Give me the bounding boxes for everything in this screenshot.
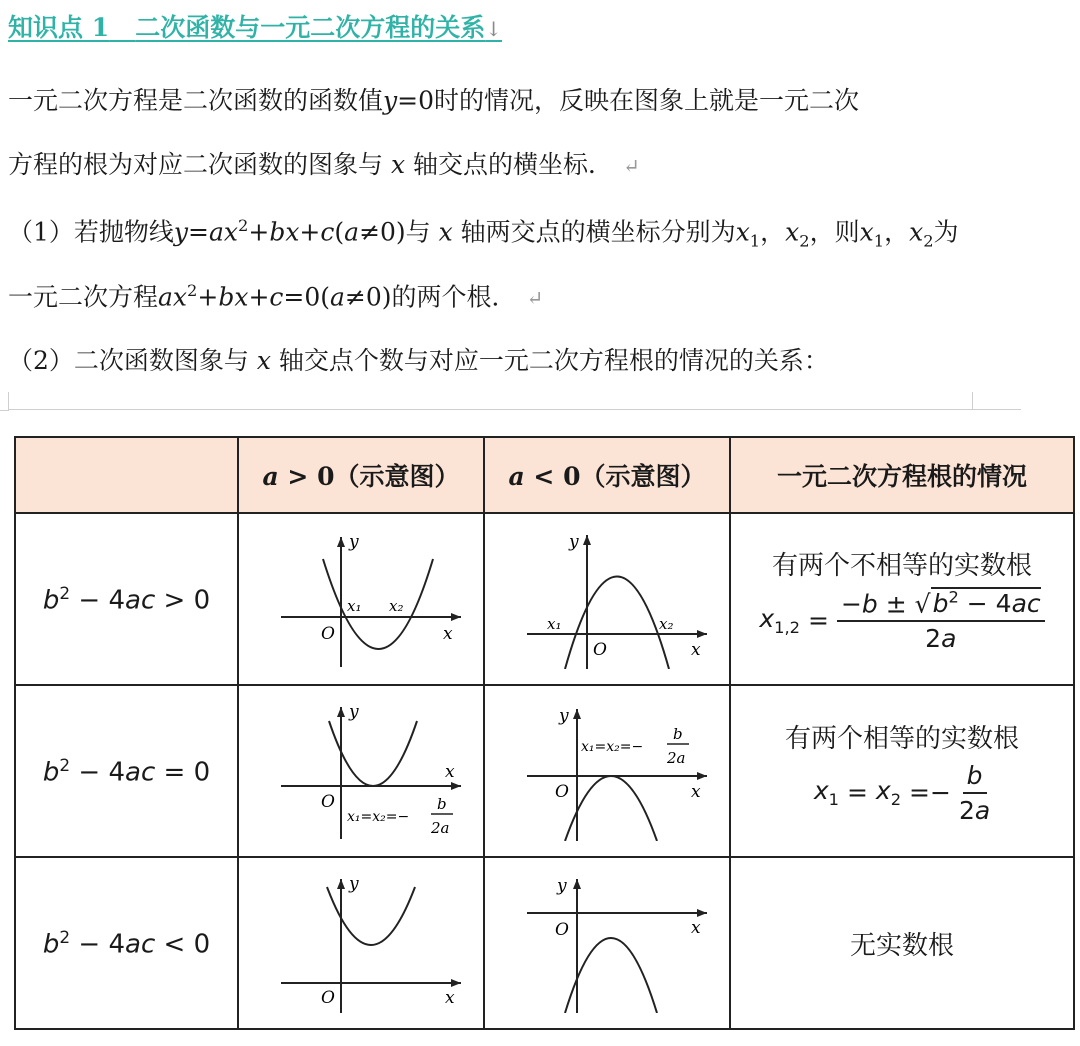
paragraph-1: 一元二次方程是二次函数的函数值y=0时的情况，反映在图象上就是一元二次	[8, 86, 859, 115]
svg-text:x₁=x₂=−: x₁=x₂=−	[347, 809, 410, 825]
heading-title: 二次函数与一元二次方程的关系	[135, 13, 486, 42]
svg-text:x: x	[691, 640, 701, 660]
graph-cell	[484, 513, 730, 685]
svg-text:x: x	[445, 988, 455, 1008]
svg-text:x: x	[443, 624, 453, 644]
svg-text:y: y	[559, 706, 569, 726]
table-row	[15, 857, 1074, 1029]
svg-text:x₁=x₂=−: x₁=x₂=−	[581, 739, 644, 755]
roots-cell	[730, 685, 1074, 857]
paragraph-4: 一元二次方程$ax^2+bx+c=0(a\ne 0)$的两个根． ↵	[8, 281, 544, 312]
quadratic-formula: $x_{1,2}$ = $\frac{-b \pm √b^2 - 4ac}{2a}$	[759, 588, 1044, 653]
svg-text:2a: 2a	[667, 749, 686, 767]
svg-text:x: x	[691, 782, 701, 802]
condition-cell: $b^2 - 4ac > 0$	[15, 513, 238, 685]
paragraph-5: （2）二次函数图象与 x 轴交点个数与对应一元二次方程根的情况的关系：	[8, 346, 829, 375]
svg-text:y: y	[349, 532, 359, 552]
graph-downward-double-root	[507, 701, 707, 841]
roots-cell	[730, 513, 1074, 685]
roots-description: 有两个相等的实数根	[784, 723, 1019, 754]
roots-cell	[730, 857, 1074, 1029]
svg-text:x: x	[691, 918, 701, 938]
svg-text:y: y	[349, 874, 359, 894]
svg-text:b: b	[437, 795, 447, 813]
paragraph-2: 方程的根为对应二次函数的图象与 x 轴交点的横坐标． ↵	[8, 150, 640, 179]
svg-text:x: x	[445, 762, 455, 782]
header-a-negative: a < 0（示意图）	[484, 437, 730, 513]
double-root-formula: $x_1$ = $x_2$ =− $\frac{b}{2a}$	[813, 760, 991, 825]
svg-text:O: O	[321, 988, 335, 1008]
paragraph-mark: ↓	[485, 17, 503, 41]
svg-text:x₂: x₂	[659, 615, 674, 633]
graph-cell	[238, 685, 484, 857]
heading-label: 知识点 1	[8, 13, 110, 42]
svg-text:b: b	[673, 725, 683, 743]
header-roots: 一元二次方程根的情况	[730, 437, 1074, 513]
svg-text:O: O	[593, 640, 607, 660]
graph-upward-two-roots	[261, 529, 461, 669]
paragraph-3: （1）若抛物线$y=ax^2+bx+c(a\ne 0)$与 x 轴两交点的横坐标分别为$x_1$，$x_2$，则$x_1$，$x_2$为	[8, 216, 959, 251]
section-heading	[8, 8, 502, 44]
header-empty	[15, 437, 238, 513]
graph-cell	[484, 857, 730, 1029]
svg-text:y: y	[349, 702, 359, 722]
svg-text:y: y	[557, 876, 567, 896]
roots-description: 有两个不相等的实数根	[771, 550, 1032, 581]
table-header-row	[15, 437, 1074, 513]
table-row	[15, 513, 1074, 685]
svg-text:x₁: x₁	[547, 615, 562, 633]
condition-cell: $b^2 - 4ac = 0$	[15, 685, 238, 857]
graph-cell	[238, 513, 484, 685]
return-mark: ↵	[623, 154, 640, 178]
header-a-positive: a > 0（示意图）	[238, 437, 484, 513]
table-row	[15, 685, 1074, 857]
graph-cell	[238, 857, 484, 1029]
return-mark: ↵	[526, 286, 544, 311]
graph-downward-no-root	[507, 873, 707, 1013]
graph-cell	[484, 685, 730, 857]
svg-text:x₂: x₂	[389, 597, 404, 615]
graph-upward-double-root	[261, 701, 461, 841]
svg-text:x₁: x₁	[347, 597, 362, 615]
svg-text:O: O	[555, 920, 569, 940]
condition-cell: $b^2 - 4ac < 0$	[15, 857, 238, 1029]
svg-text:O: O	[555, 782, 569, 802]
page-guide-line	[8, 409, 1020, 410]
page-guide-right	[972, 392, 1021, 410]
svg-text:O: O	[321, 624, 335, 644]
graph-downward-two-roots	[507, 529, 707, 669]
svg-text:y: y	[569, 532, 579, 552]
svg-text:2a: 2a	[431, 819, 450, 837]
svg-text:O: O	[321, 792, 335, 812]
graph-upward-no-root	[261, 873, 461, 1013]
roots-description: 无实数根	[849, 930, 954, 961]
relation-table	[14, 436, 1075, 1030]
